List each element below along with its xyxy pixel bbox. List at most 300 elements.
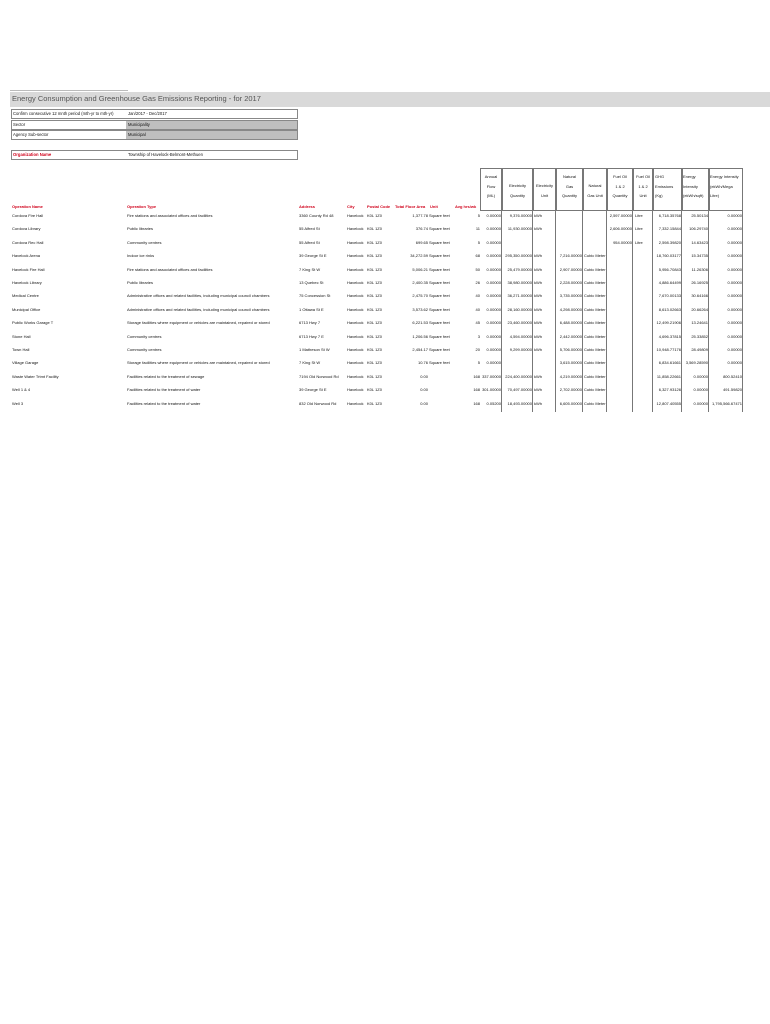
cell-ghg[interactable]: 12,499.21906 xyxy=(656,320,681,326)
header-postal-code: Postal Code xyxy=(367,204,391,209)
header-annual-flow-line2: Flow xyxy=(486,183,496,189)
cell-city[interactable]: Havelock xyxy=(347,293,364,299)
cell-city[interactable]: Havelock xyxy=(347,400,364,406)
subsector-value[interactable]: Municipal xyxy=(128,132,146,137)
cell-gas-unit[interactable]: Cubic Meter xyxy=(584,320,606,326)
cell-ei[interactable]: 13.24641 xyxy=(691,320,708,326)
cell-eim[interactable]: 0.00000 xyxy=(727,293,742,299)
cell-name[interactable]: Havelock Fire Hall xyxy=(12,266,45,272)
cell-flow[interactable]: 0.00000 xyxy=(486,333,501,339)
cell-oil[interactable]: 2,606.00000 xyxy=(609,226,632,232)
cell-oil-unit[interactable]: Litre xyxy=(635,213,643,218)
cell-ei[interactable]: 28.49809 xyxy=(691,347,708,352)
cell-postal[interactable]: K0L 1Z0 xyxy=(367,253,382,259)
header-ghg xyxy=(655,172,673,201)
column-divider xyxy=(708,211,709,412)
cell-elec[interactable]: 11,930.00000 xyxy=(507,226,532,232)
cell-elec-unit[interactable]: kWh xyxy=(534,387,542,393)
cell-hrs[interactable]: 5 xyxy=(477,213,480,218)
cell-hrs[interactable]: 5 xyxy=(477,239,480,245)
cell-elec-unit[interactable]: kWh xyxy=(534,333,542,339)
cell-type[interactable]: Community centres xyxy=(127,239,162,245)
cell-gas[interactable]: 2,702.00000 xyxy=(559,387,582,393)
cell-hrs[interactable]: 168 xyxy=(473,400,480,406)
header-annual-flow xyxy=(480,172,502,201)
cell-eim[interactable]: 0.00000 xyxy=(727,280,742,285)
cell-address[interactable]: 75 Concession St xyxy=(299,293,331,299)
cell-gas[interactable]: 3,735.00000 xyxy=(559,293,582,299)
header-annual-flow-line1: Annual xyxy=(484,174,498,179)
cell-postal[interactable]: K0L 1Z0 xyxy=(367,226,382,232)
cell-unit[interactable]: Square feet xyxy=(429,266,450,272)
cell-area[interactable]: 2,400.35 xyxy=(412,280,428,285)
header-oil-unit-line3: Unit xyxy=(639,193,647,198)
cell-name[interactable]: Cordova Library xyxy=(12,226,41,232)
cell-ghg[interactable]: 18,760.03177 xyxy=(656,253,681,259)
header-ei-line2: Intensity xyxy=(683,183,698,189)
cell-gas-unit[interactable]: Cubic Meter xyxy=(584,253,606,259)
cell-elec[interactable]: 9,376.00000 xyxy=(509,213,532,218)
cell-hrs[interactable]: 3 xyxy=(477,333,480,339)
header-gas-qty-line1: Natural xyxy=(563,174,576,179)
cell-type[interactable]: Facilities related to the treatment of sewage xyxy=(127,373,205,379)
cell-ei[interactable]: 11.26306 xyxy=(691,266,708,272)
cell-ghg[interactable]: 6,327.93126 xyxy=(658,387,681,393)
header-elec-unit xyxy=(533,181,556,200)
cell-gas[interactable]: 4,219.00000 xyxy=(559,373,582,379)
header-oil-unit xyxy=(633,172,653,201)
cell-ei[interactable]: 3,569.28590 xyxy=(685,360,708,366)
header-oil-unit-line1: Fuel Oil xyxy=(636,174,650,179)
cell-address[interactable]: 7 King St W xyxy=(299,266,321,272)
header-gas-qty xyxy=(556,172,583,201)
column-divider xyxy=(532,211,533,412)
cell-flow[interactable]: 0.00000 xyxy=(486,360,501,366)
cell-postal[interactable]: K0L 1Z0 xyxy=(367,400,382,406)
cell-area[interactable]: 6,221.53 xyxy=(412,320,428,326)
cell-ghg[interactable]: 4,696.37815 xyxy=(658,333,681,339)
cell-postal[interactable]: K0L 1Z0 xyxy=(367,293,382,299)
cell-address[interactable]: 1 Matheson St W xyxy=(299,347,330,352)
cell-city[interactable]: Havelock xyxy=(347,226,364,232)
cell-ei[interactable]: 15.34735 xyxy=(691,253,708,259)
cell-area[interactable]: 1,377.78 xyxy=(412,213,428,218)
cell-area[interactable]: 0.00 xyxy=(420,387,428,393)
cell-postal[interactable]: K0L 1Z0 xyxy=(367,213,382,218)
header-elec-qty-line1: Electricity xyxy=(508,183,527,188)
header-floor-area: Total Floor Area xyxy=(395,204,426,209)
cell-gas-unit[interactable]: Cubic Meter xyxy=(584,373,606,379)
cell-name[interactable]: Medical Centre xyxy=(12,293,39,299)
cell-gas[interactable]: 3,615.00000 xyxy=(559,360,582,366)
cell-eim[interactable]: 0.00000 xyxy=(727,360,742,366)
cell-postal[interactable]: K0L 1Z0 xyxy=(367,360,382,366)
cell-area[interactable]: 2,454.17 xyxy=(412,347,428,352)
column-divider xyxy=(501,211,502,412)
cell-unit[interactable]: Square feet xyxy=(429,333,450,339)
column-divider xyxy=(632,211,633,412)
cell-gas[interactable]: 5,706.00000 xyxy=(559,347,582,352)
cell-ei[interactable]: 0.00000 xyxy=(693,400,708,406)
cell-type[interactable]: Community centres xyxy=(127,347,162,352)
cell-ghg[interactable]: 6,834.61661 xyxy=(658,360,681,366)
cell-address[interactable]: 1 Ottawa St E xyxy=(299,306,324,312)
header-avg-hrs: Avg hrs/wk xyxy=(455,204,477,209)
cell-name[interactable]: Havelock Library xyxy=(12,280,42,285)
cell-type[interactable]: Community centres xyxy=(127,333,162,339)
cell-postal[interactable]: K0L 1Z0 xyxy=(367,373,382,379)
header-elec-unit-line2: Unit xyxy=(540,192,549,198)
cell-flow[interactable]: 0.00000 xyxy=(486,253,501,259)
cell-elec-unit[interactable]: kWh xyxy=(534,293,542,299)
cell-gas[interactable]: 2,442.00000 xyxy=(559,333,582,339)
cell-unit[interactable]: Square feet xyxy=(429,239,450,245)
cell-eim[interactable]: 0.00000 xyxy=(727,213,742,218)
cell-flow[interactable]: 0.00000 xyxy=(486,266,501,272)
cell-address[interactable]: 39 George St E xyxy=(299,387,327,393)
cell-name[interactable]: Cordova Rec Hall xyxy=(12,239,44,245)
cell-area[interactable]: 699.65 xyxy=(415,239,428,245)
subsector-label: Agency Sub-sector xyxy=(13,132,49,137)
cell-gas[interactable]: 6,605.00000 xyxy=(559,400,582,406)
cell-elec[interactable]: 4,594.00000 xyxy=(509,333,532,339)
column-divider xyxy=(555,211,556,412)
cell-eim[interactable]: 0.00000 xyxy=(727,320,742,326)
column-divider xyxy=(606,211,607,412)
cell-name[interactable]: Stone Hall xyxy=(12,333,31,339)
cell-type[interactable]: Public libraries xyxy=(127,280,154,285)
cell-elec-unit[interactable]: kWh xyxy=(534,320,542,326)
cell-elec[interactable]: 25,479.00000 xyxy=(507,266,532,272)
cell-city[interactable]: Havelock xyxy=(347,373,364,379)
cell-hrs[interactable]: 5 xyxy=(477,360,480,366)
cell-name[interactable]: Well 3 xyxy=(12,400,24,406)
cell-elec-unit[interactable]: kWh xyxy=(534,213,542,218)
cell-area[interactable]: 376.74 xyxy=(415,226,428,232)
cell-type[interactable]: Storage facilities where equipment or vehicles are maintained, repaired or stored xyxy=(127,360,270,366)
header-oil-qty-line3: Quantity xyxy=(612,193,628,198)
cell-ghg[interactable]: 5,956.70843 xyxy=(658,266,681,272)
header-energy-intensity-ml xyxy=(710,172,739,201)
cell-elec-unit[interactable]: kWh xyxy=(534,266,542,272)
cell-ghg[interactable]: 11,858.22661 xyxy=(656,373,681,379)
cell-elec-unit[interactable]: kWh xyxy=(534,280,542,285)
cell-gas-unit[interactable]: Cubic Meter xyxy=(584,387,606,393)
cell-eim[interactable]: 0.00000 xyxy=(727,333,742,339)
cell-postal[interactable]: K0L 1Z0 xyxy=(367,239,382,245)
cell-oil-unit[interactable]: Litre xyxy=(635,239,643,245)
cell-oil[interactable]: 954.00000 xyxy=(613,239,632,245)
cell-address[interactable]: 6713 Hwy 7 xyxy=(299,320,321,326)
cell-unit[interactable]: Square feet xyxy=(429,213,450,218)
cell-hrs[interactable]: 26 xyxy=(475,280,480,285)
sector-value[interactable]: Municipality xyxy=(128,122,150,127)
cell-hrs[interactable]: 168 xyxy=(473,387,480,393)
cell-address[interactable]: 6713 Hwy 7 E xyxy=(299,333,324,339)
cell-gas-unit[interactable]: Cubic Meter xyxy=(584,280,606,285)
cell-hrs[interactable]: 40 xyxy=(475,306,480,312)
cell-ghg[interactable]: 12,807.40555 xyxy=(656,400,681,406)
cell-gas[interactable]: 2,907.00000 xyxy=(559,266,582,272)
header-eim-line2: (ekWh/Mega xyxy=(710,183,733,189)
header-energy-intensity xyxy=(683,172,703,201)
cell-city[interactable]: Havelock xyxy=(347,253,364,259)
header-ghg-line3: (Kg) xyxy=(655,193,663,198)
cell-city[interactable]: Havelock xyxy=(347,387,364,393)
cell-flow[interactable]: 0.00000 xyxy=(486,293,501,299)
cell-city[interactable]: Havelock xyxy=(347,239,364,245)
cell-gas[interactable]: 6,488.00000 xyxy=(559,320,582,326)
cell-elec-unit[interactable]: kWh xyxy=(534,253,542,259)
cell-hrs[interactable]: 68 xyxy=(475,253,480,259)
header-elec-qty xyxy=(502,181,533,200)
header-city: City xyxy=(347,204,355,209)
cell-ghg[interactable]: 7,332.15844 xyxy=(658,226,681,232)
cell-eim[interactable]: 0.00000 xyxy=(727,347,742,352)
cell-unit[interactable]: Square feet xyxy=(429,280,450,285)
cell-flow[interactable]: 301.00000 xyxy=(482,387,501,393)
cell-ei[interactable]: 106.29740 xyxy=(689,226,708,232)
header-eim-line1: Energy Intensity xyxy=(710,174,739,179)
cell-postal[interactable]: K0L 1Z0 xyxy=(367,347,382,352)
cell-name[interactable]: Village Garage xyxy=(12,360,39,366)
cell-address[interactable]: 55 Alfred St xyxy=(299,226,320,232)
header-oil-qty-line2: 1 & 2 xyxy=(615,183,625,189)
cell-oil[interactable]: 2,597.00000 xyxy=(609,213,632,218)
header-ghg-line2: Emissions xyxy=(655,183,674,189)
cell-flow[interactable]: 337.00000 xyxy=(482,373,501,379)
cell-elec[interactable]: 18,493.00000 xyxy=(507,400,532,406)
cell-address[interactable]: 13 Quebec St xyxy=(299,280,324,285)
cell-flow[interactable]: 0.00000 xyxy=(486,347,501,352)
cell-type[interactable]: Storage facilities where equipment or vehicles are maintained, repaired or stored xyxy=(127,320,270,326)
cell-address[interactable]: 7 King St W xyxy=(299,360,321,366)
cell-postal[interactable]: K0L 1Z0 xyxy=(367,266,382,272)
cell-type[interactable]: Facilities related to the treatment of water xyxy=(127,387,201,393)
cell-gas-unit[interactable]: Cubic Meter xyxy=(584,293,606,299)
subsector-row xyxy=(11,130,298,140)
cell-city[interactable]: Havelock xyxy=(347,360,364,366)
cell-ei[interactable]: 0.00000 xyxy=(693,373,708,379)
cell-city[interactable]: Havelock xyxy=(347,347,364,352)
header-gas-qty-line3: Quantity xyxy=(562,193,577,198)
cell-elec[interactable]: 295,350.00000 xyxy=(505,253,532,259)
header-ei-line3: (ekWh/sqft) xyxy=(683,193,704,198)
period-label: Confirm consecutive 12 mnth period (mth-yr to mth-yr) xyxy=(13,111,114,116)
cell-unit[interactable]: Square feet xyxy=(429,293,450,299)
header-ei-line1: Energy xyxy=(683,174,696,179)
cell-area[interactable]: 5,006.21 xyxy=(412,266,428,272)
cell-ei[interactable]: 14.63423 xyxy=(691,239,708,245)
cell-unit[interactable]: Square feet xyxy=(429,226,450,232)
header-address: Address xyxy=(299,204,316,209)
cell-ghg[interactable]: 6,718.35768 xyxy=(658,213,681,218)
cell-flow[interactable]: 0.00000 xyxy=(486,213,501,218)
cell-name[interactable]: Municipal Office xyxy=(12,306,41,312)
cell-postal[interactable]: K0L 1Z0 xyxy=(367,320,382,326)
header-ghg-line1: GHG xyxy=(655,174,665,179)
cell-hrs[interactable]: 45 xyxy=(475,320,480,326)
cell-eim[interactable]: 800.52410 xyxy=(723,373,742,379)
header-unit: Unit xyxy=(430,204,438,209)
cell-postal[interactable]: K0L 1Z0 xyxy=(367,306,382,312)
cell-name[interactable]: Town Hall xyxy=(12,347,30,352)
cell-area[interactable]: 0.00 xyxy=(420,373,428,379)
period-value[interactable]: Jan/2017 - Dec/2017 xyxy=(128,111,167,116)
cell-eim[interactable]: 0.00000 xyxy=(727,226,742,232)
cell-elec[interactable]: 224,400.00000 xyxy=(505,373,532,379)
cell-address[interactable]: 55 Alfred St xyxy=(299,239,320,245)
cell-ghg[interactable]: 10,948.77176 xyxy=(656,347,681,352)
cell-gas-unit[interactable]: Cubic Meter xyxy=(584,400,606,406)
cell-hrs[interactable]: 11 xyxy=(475,226,480,232)
column-divider xyxy=(681,211,682,412)
cell-postal[interactable]: K0L 1Z0 xyxy=(367,387,382,393)
sector-label: Sector xyxy=(13,122,26,127)
header-eim-line3: Litre) xyxy=(710,193,720,198)
column-divider xyxy=(582,211,583,412)
header-oil-qty-line1: Fuel Oil xyxy=(613,174,627,179)
cell-area[interactable]: 10.76 xyxy=(417,360,428,366)
cell-name[interactable]: Waste Water Trtmt Facility xyxy=(12,373,59,379)
cell-hrs[interactable]: 168 xyxy=(473,373,480,379)
cell-hrs[interactable]: 40 xyxy=(475,293,480,299)
cell-ei[interactable]: 25.50134 xyxy=(691,213,708,218)
cell-eim[interactable]: 0.00000 xyxy=(727,266,742,272)
cell-ei[interactable]: 0.00000 xyxy=(693,387,708,393)
cell-postal[interactable]: K0L 1Z0 xyxy=(367,280,382,285)
cell-name[interactable]: Havelock Arena xyxy=(12,253,41,259)
org-label: Organization Name xyxy=(13,152,52,157)
cell-ei[interactable]: 25.33852 xyxy=(691,333,708,339)
cell-elec[interactable]: 28,160.00000 xyxy=(507,306,532,312)
cell-elec[interactable]: 38,980.00000 xyxy=(507,280,532,285)
cell-type[interactable]: Administrative offices and related facilities, including municipal council chambers xyxy=(127,293,270,299)
org-value[interactable]: Township of Havelock-Belmont-Methuen xyxy=(128,152,203,157)
cell-gas-unit[interactable]: Cubic Meter xyxy=(584,347,606,352)
cell-ei[interactable]: 26.16925 xyxy=(691,280,708,285)
cell-gas-unit[interactable]: Cubic Meter xyxy=(584,360,606,366)
cell-type[interactable]: Indoor ice rinks xyxy=(127,253,155,259)
cell-eim[interactable]: 0.00000 xyxy=(727,253,742,259)
cell-address[interactable]: 39 George St E xyxy=(299,253,327,259)
cell-area[interactable]: 1,206.56 xyxy=(412,333,428,339)
header-operation-name: Operation Name xyxy=(12,204,43,209)
cell-address[interactable]: 7194 Old Norwood Rd xyxy=(299,373,339,379)
header-annual-flow-line3: (ML) xyxy=(486,193,496,198)
cell-unit[interactable]: Square feet xyxy=(429,347,450,352)
cell-flow[interactable]: 0.00000 xyxy=(486,239,501,245)
cell-flow[interactable]: 0.00000 xyxy=(486,306,501,312)
cell-gas[interactable]: 7,216.00000 xyxy=(559,253,582,259)
cell-hrs[interactable]: 20 xyxy=(475,347,480,352)
cell-area[interactable]: 34,272.59 xyxy=(410,253,428,259)
cell-unit[interactable]: Square feet xyxy=(429,320,450,326)
cell-eim[interactable]: 1,795,566.67471 xyxy=(711,400,742,406)
cell-flow[interactable]: 0.00000 xyxy=(486,226,501,232)
cell-name[interactable]: Public Works Garage T xyxy=(12,320,54,326)
cell-eim[interactable]: 491.59820 xyxy=(723,387,742,393)
cell-area[interactable]: 2,475.70 xyxy=(412,293,428,299)
cell-ghg[interactable]: 8,613.02663 xyxy=(658,306,681,312)
header-gas-qty-line2: Gas xyxy=(565,183,574,189)
title-top-rule xyxy=(10,90,128,91)
cell-city[interactable]: Havelock xyxy=(347,213,364,218)
cell-type[interactable]: Fire stations and associated offices and facilities xyxy=(127,213,213,218)
cell-flow[interactable]: 0.05200 xyxy=(486,400,501,406)
cell-ghg[interactable]: 4,886.64499 xyxy=(658,280,681,285)
cell-elec-unit[interactable]: kWh xyxy=(534,400,542,406)
cell-elec-unit[interactable]: kWh xyxy=(534,347,542,352)
cell-elec[interactable]: 70,497.00000 xyxy=(507,387,532,393)
cell-gas-unit[interactable]: Cubic Meter xyxy=(584,266,606,272)
cell-gas[interactable]: 2,228.00000 xyxy=(559,280,582,285)
cell-ghg[interactable]: 2,598.39820 xyxy=(658,239,681,245)
header-elec-qty-line2: Quantity xyxy=(510,192,525,198)
cell-ei[interactable]: 20.66264 xyxy=(691,306,708,312)
header-gas-unit-line2: Gas Unit xyxy=(587,192,603,198)
header-gas-unit xyxy=(583,181,607,200)
cell-eim[interactable]: 0.00000 xyxy=(727,239,742,245)
cell-ei[interactable]: 30.64166 xyxy=(691,293,708,299)
header-operation-type: Operation Type xyxy=(127,204,157,209)
cell-elec[interactable]: 23,460.00000 xyxy=(507,320,532,326)
cell-elec-unit[interactable]: kWh xyxy=(534,306,542,312)
cell-eim[interactable]: 0.00000 xyxy=(727,306,742,312)
cell-elec-unit[interactable]: kWh xyxy=(534,226,542,232)
cell-unit[interactable]: Square feet xyxy=(429,253,450,259)
cell-elec[interactable]: 36,271.00000 xyxy=(507,293,532,299)
header-gas-unit-line1: Natural xyxy=(588,183,602,188)
cell-address[interactable]: 832 Old Norwood Rd xyxy=(299,400,337,406)
cell-city[interactable]: Havelock xyxy=(347,320,364,326)
cell-gas-unit[interactable]: Cubic Meter xyxy=(584,306,606,312)
cell-name[interactable]: Cordova Fire Hall xyxy=(12,213,44,218)
cell-unit[interactable]: Square feet xyxy=(429,360,450,366)
column-divider xyxy=(742,211,743,412)
cell-area[interactable]: 3,573.62 xyxy=(412,306,428,312)
cell-type[interactable]: Administrative offices and related facilities, including municipal council chambers xyxy=(127,306,270,312)
report-title: Energy Consumption and Greenhouse Gas Emissions Reporting - for 2017 xyxy=(12,94,261,103)
cell-ghg[interactable]: 7,670.00133 xyxy=(658,293,681,299)
cell-elec-unit[interactable]: kWh xyxy=(534,373,542,379)
cell-area[interactable]: 0.00 xyxy=(420,400,428,406)
cell-type[interactable]: Facilities related to the treatment of water xyxy=(127,400,201,406)
cell-flow[interactable]: 0.00000 xyxy=(486,280,501,285)
cell-elec[interactable]: 9,299.00000 xyxy=(509,347,532,352)
cell-city[interactable]: Havelock xyxy=(347,266,364,272)
cell-postal[interactable]: K0L 1Z0 xyxy=(367,333,382,339)
cell-gas[interactable]: 4,298.00000 xyxy=(559,306,582,312)
cell-name[interactable]: Well 1 & 4 xyxy=(12,387,31,393)
cell-city[interactable]: Havelock xyxy=(347,333,364,339)
cell-city[interactable]: Havelock xyxy=(347,280,364,285)
header-oil-qty xyxy=(607,172,633,201)
cell-unit[interactable]: Square feet xyxy=(429,306,450,312)
header-oil-unit-line2: 1 & 2 xyxy=(638,183,648,189)
cell-flow[interactable]: 0.00000 xyxy=(486,320,501,326)
cell-address[interactable]: 3360 County Rd 48 xyxy=(299,213,334,218)
column-divider xyxy=(652,211,653,412)
cell-type[interactable]: Fire stations and associated offices and facilities xyxy=(127,266,213,272)
header-elec-unit-line1: Electricity xyxy=(535,183,554,188)
cell-gas-unit[interactable]: Cubic Meter xyxy=(584,333,606,339)
cell-oil-unit[interactable]: Litre xyxy=(635,226,643,232)
sector-row xyxy=(11,120,298,130)
cell-type[interactable]: Public libraries xyxy=(127,226,154,232)
cell-city[interactable]: Havelock xyxy=(347,306,364,312)
cell-hrs[interactable]: 50 xyxy=(475,266,480,272)
